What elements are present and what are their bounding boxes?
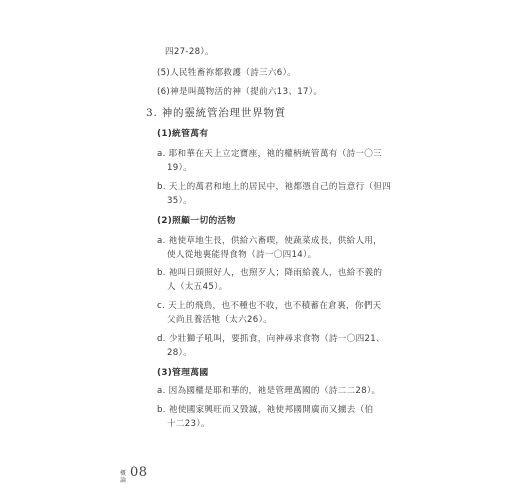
- item-b-line-2: 十二23）。: [167, 419, 210, 429]
- page-number: 08: [130, 465, 148, 480]
- footer-section-label: 概論: [120, 470, 127, 484]
- item-c-line-2: 父尚且養活牠（太六26）。: [167, 315, 273, 325]
- text-line: 四27-28）。: [165, 47, 214, 57]
- subheading-3: (3)管理萬國: [157, 368, 209, 378]
- section-heading: 3. 神的靈統管治理世界物質: [146, 107, 287, 119]
- item-b-line-2: 35）。: [167, 196, 193, 206]
- item-c-line-1: c. 天上的飛鳥，也不種也不收，也不積蓄在倉裏，你們天: [157, 301, 382, 311]
- item-b-line-2: 人（太五45）。: [167, 282, 228, 292]
- list-item-5: (5)人民牲畜祢都救護（詩三六6）。: [157, 68, 297, 78]
- item-b-line-1: b. 祂使國家興旺而又毀滅，祂使邦國開廣而又擄去（伯: [157, 405, 374, 415]
- item-a-line-1: a. 祂使草地生長，供給六畜喫，使蔬菜成長，供給人用，: [157, 236, 383, 246]
- item-d-line-1: d. 少壯獅子吼叫，要抓食，向神尋求食物（詩一〇四21、: [157, 334, 385, 344]
- subheading-2: (2)照顧一切的活物: [157, 216, 236, 226]
- subheading-1: (1)統管萬有: [157, 129, 209, 139]
- item-d-line-2: 28）。: [167, 348, 193, 358]
- item-a-line-2: 19）。: [167, 163, 193, 173]
- item-a-line-1: a. 耶和華在天上立定寶座，祂的權柄統管萬有（詩一〇三: [157, 149, 383, 159]
- item-b-line-1: b. 祂叫日頭照好人，也照歹人；降雨給義人，也給不義的: [157, 268, 383, 278]
- item-b-line-1: b. 天上的萬君和地上的居民中，祂都憑自己的旨意行（但四: [157, 182, 392, 192]
- item-a-line-1: a. 因為國權是耶和華的，祂是管理萬國的（詩二二28）。: [157, 386, 381, 396]
- item-a-line-2: 使人從地裏能得食物（詩一〇四14）。: [167, 250, 317, 260]
- list-item-6: (6)神是叫萬物活的神（提前六13、17）。: [157, 87, 323, 97]
